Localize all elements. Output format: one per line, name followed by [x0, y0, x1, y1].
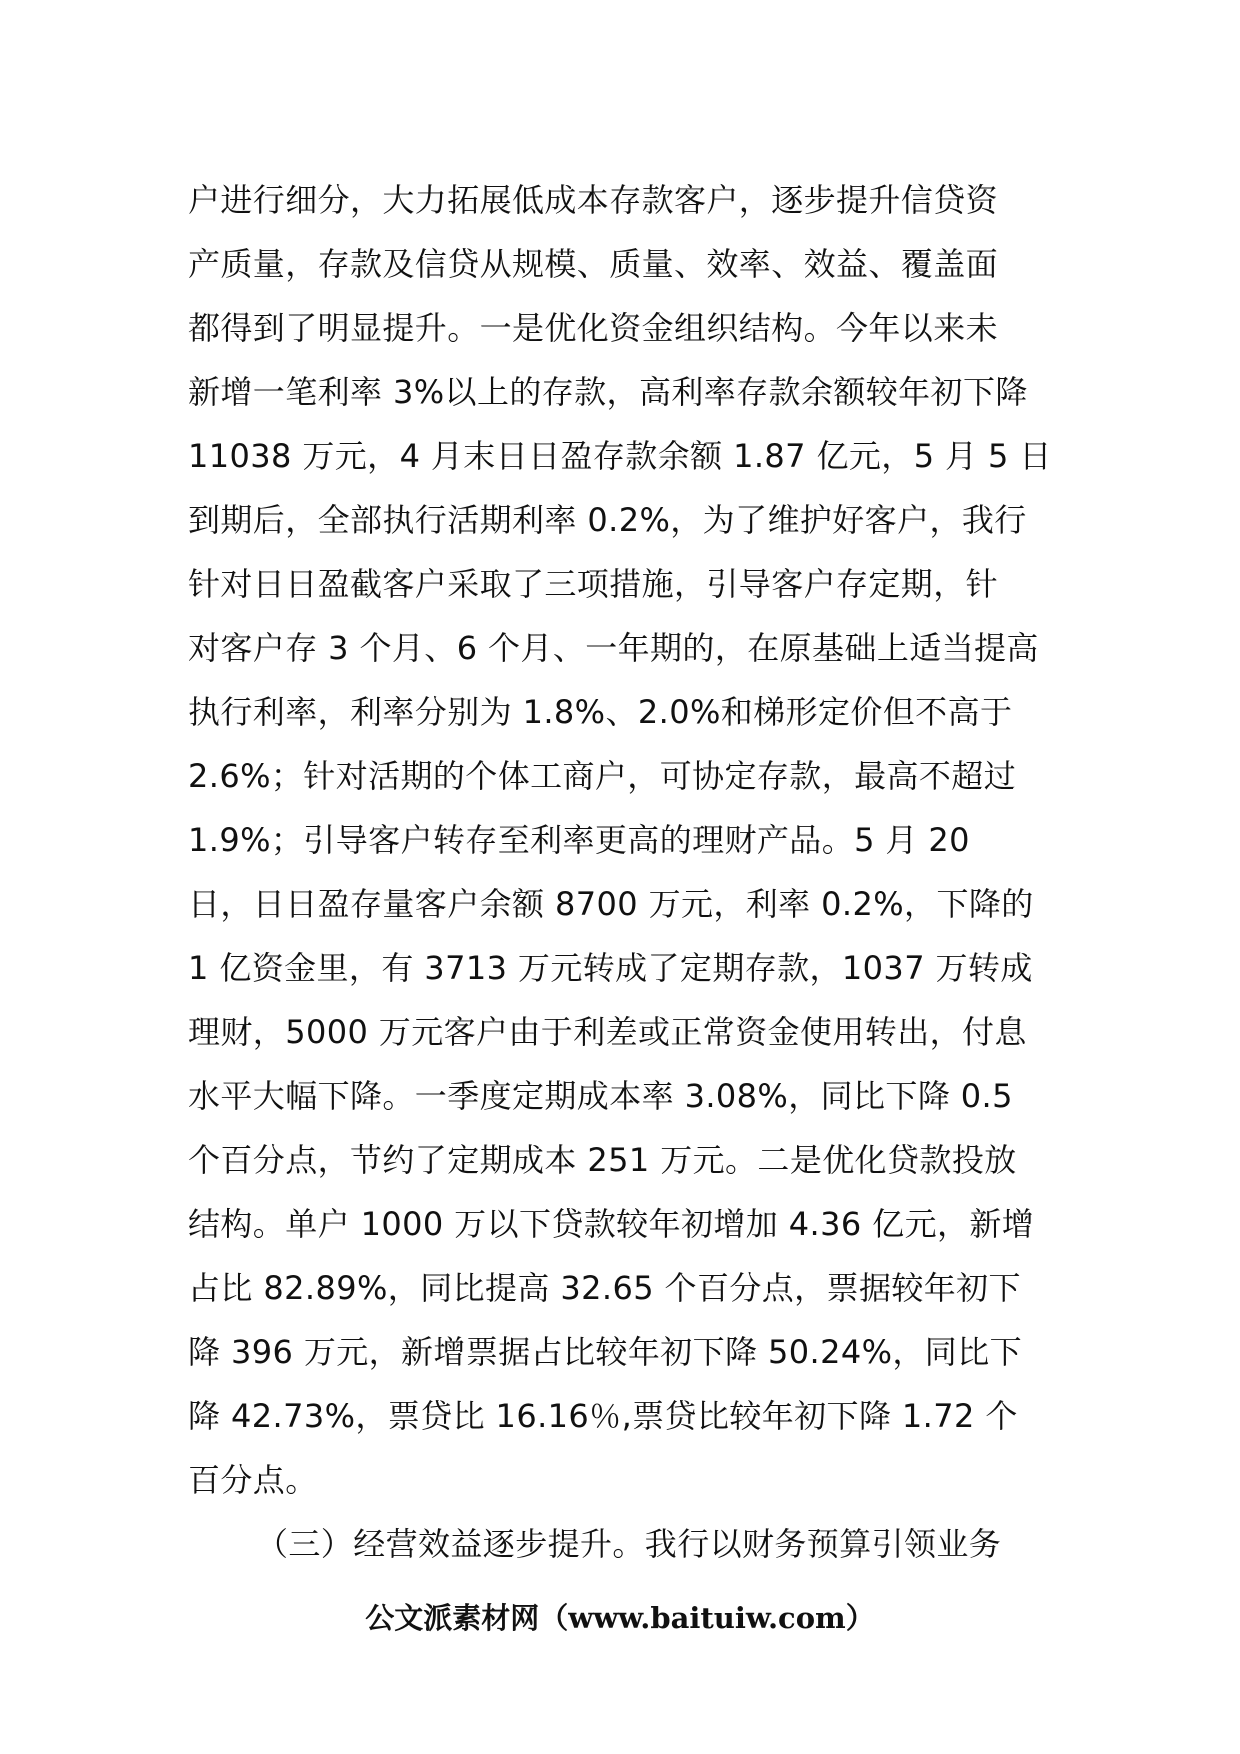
text-line: 个百分点，节约了定期成本 251 万元。二是优化贷款投放	[188, 1141, 1017, 1179]
body-text	[188, 168, 1068, 1576]
text-line: 降 396 万元，新增票据占比较年初下降 50.24%，同比下	[188, 1333, 1023, 1371]
text-line: 都得到了明显提升。一是优化资金组织结构。今年以来未	[188, 309, 999, 347]
text-line: 结构。单户 1000 万以下贷款较年初增加 4.36 亿元，新增	[188, 1205, 1035, 1243]
text-line: 理财，5000 万元客户由于利差或正常资金使用转出，付息	[188, 1013, 1027, 1051]
text-line: 占比 82.89%，同比提高 32.65 个百分点，票据较年初下	[188, 1269, 1021, 1307]
text-line: 百分点。	[188, 1461, 318, 1499]
text-line: 对客户存 3 个月、6 个月、一年期的，在原基础上适当提高	[188, 629, 1039, 667]
text-line: 11038 万元，4 月末日日盈存款余额 1.87 亿元，5 月 5 日	[188, 437, 1052, 475]
text-line: 新增一笔利率 3%以上的存款，高利率存款余额较年初下降	[188, 373, 1028, 411]
footer-watermark: 公文派素材网（www.baituiw.com）	[365, 1601, 875, 1635]
text-line: 针对日日盈截客户采取了三项措施，引导客户存定期，针	[188, 565, 999, 603]
text-line: 户进行细分，大力拓展低成本存款客户，逐步提升信贷资	[188, 181, 999, 219]
text-line: 2.6%；针对活期的个体工商户，可协定存款，最高不超过	[188, 757, 1017, 795]
text-line: 到期后，全部执行活期利率 0.2%，为了维护好客户，我行	[188, 501, 1027, 539]
text-line: 水平大幅下降。一季度定期成本率 3.08%，同比下降 0.5	[188, 1077, 1013, 1115]
text-line: 执行利率，利率分别为 1.8%、2.0%和梯形定价但不高于	[188, 693, 1013, 731]
text-line: 1 亿资金里，有 3713 万元转成了定期存款，1037 万转成	[188, 949, 1033, 987]
text-line: 1.9%；引导客户转存至利率更高的理财产品。5 月 20	[188, 821, 970, 859]
text-line: 日，日日盈存量客户余额 8700 万元，利率 0.2%，下降的	[188, 885, 1034, 923]
text-line: 产质量，存款及信贷从规模、质量、效率、效益、覆盖面	[188, 245, 999, 283]
section-heading-line: （三）经营效益逐步提升。我行以财务预算引领业务	[256, 1525, 1002, 1563]
text-line: 降 42.73%，票贷比 16.16％,票贷比较年初下降 1.72 个	[188, 1397, 1018, 1435]
